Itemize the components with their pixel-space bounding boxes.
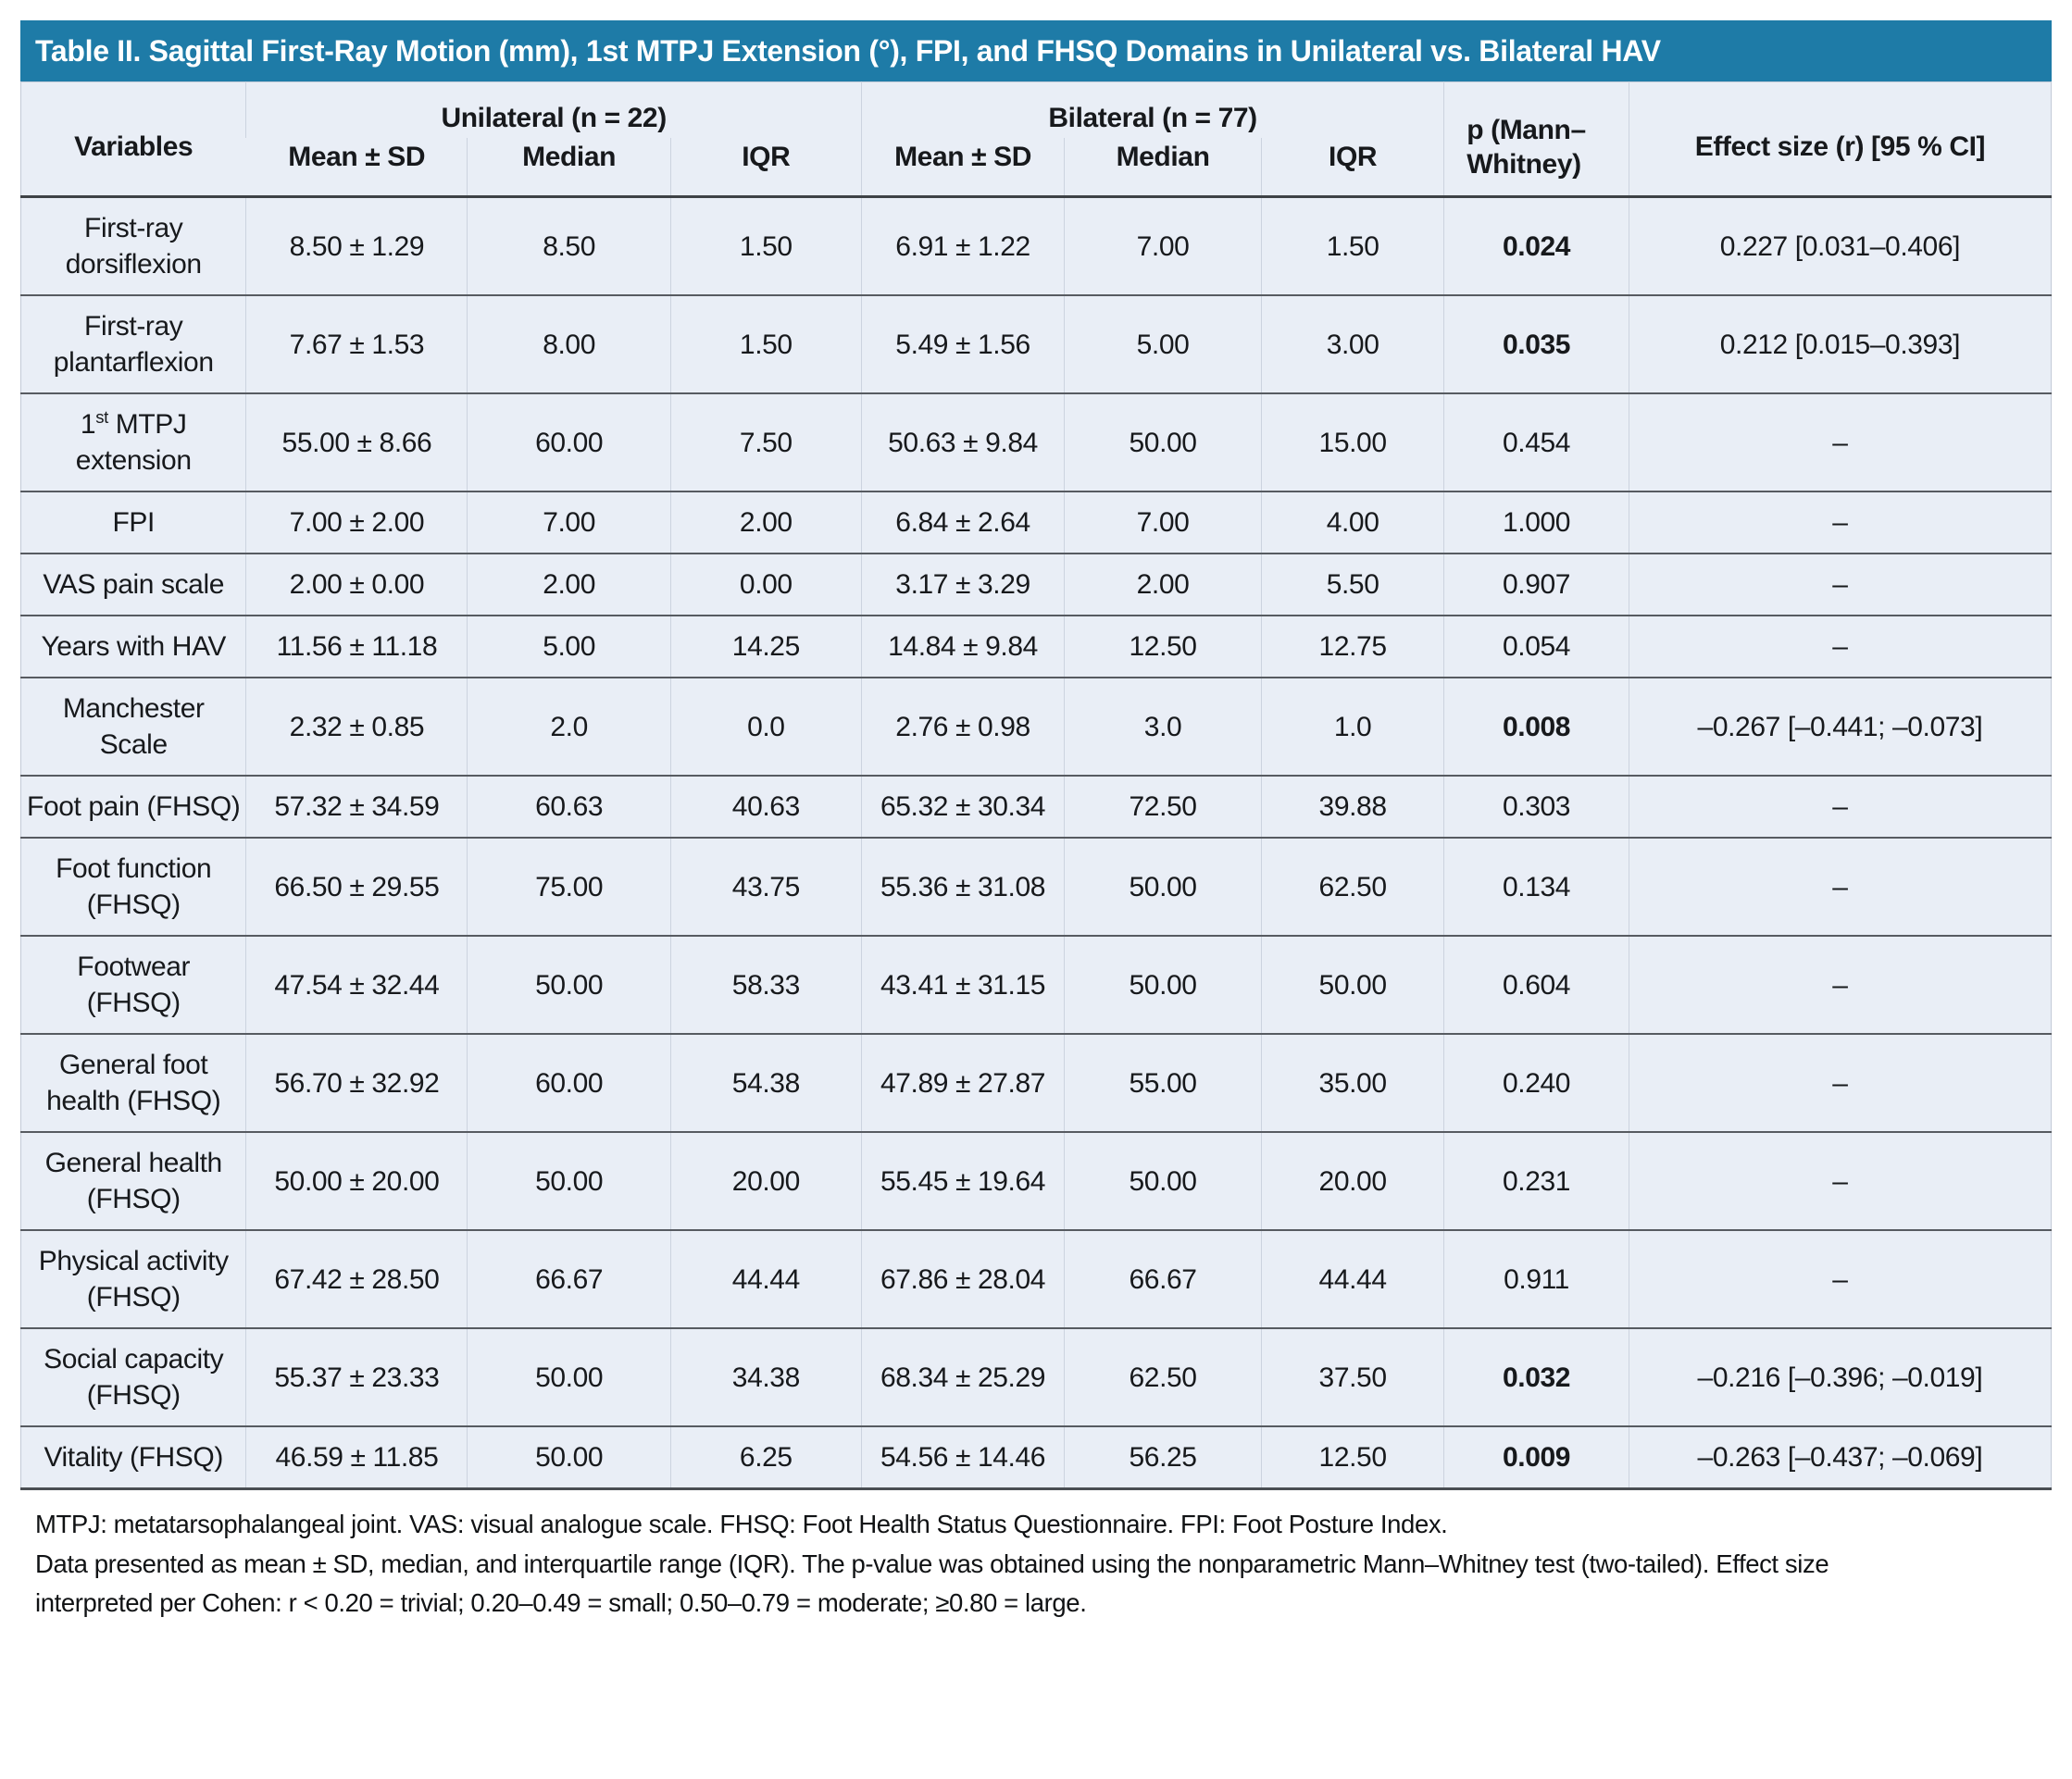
cell-effect-size: – bbox=[1629, 1132, 2051, 1230]
cell-unilateral-median: 8.00 bbox=[468, 295, 670, 393]
cell-effect-size: 0.227 [0.031–0.406] bbox=[1629, 197, 2051, 296]
cell-unilateral-iqr: 0.00 bbox=[670, 554, 861, 616]
cell-unilateral-iqr: 0.0 bbox=[670, 678, 861, 776]
column-header-effect-size: Effect size (r) [95 % CI] bbox=[1629, 82, 2051, 197]
cell-p-value: 0.008 bbox=[1444, 678, 1629, 776]
cell-bilateral-iqr: 37.50 bbox=[1261, 1328, 1443, 1426]
cell-unilateral-mean-sd: 55.00 ± 8.66 bbox=[246, 393, 468, 491]
cell-bilateral-mean-sd: 68.34 ± 25.29 bbox=[861, 1328, 1064, 1426]
cell-effect-size: – bbox=[1629, 1230, 2051, 1328]
cell-bilateral-mean-sd: 6.84 ± 2.64 bbox=[861, 491, 1064, 554]
row-variable-label: FPI bbox=[21, 491, 246, 554]
cell-unilateral-mean-sd: 50.00 ± 20.00 bbox=[246, 1132, 468, 1230]
cell-effect-size: – bbox=[1629, 1034, 2051, 1132]
cell-bilateral-iqr: 3.00 bbox=[1261, 295, 1443, 393]
cell-bilateral-median: 50.00 bbox=[1065, 1132, 1262, 1230]
subheader-unilateral-median: Median bbox=[468, 138, 670, 197]
subheader-bilateral-iqr: IQR bbox=[1261, 138, 1443, 197]
table-body bbox=[21, 197, 2052, 1489]
cell-bilateral-mean-sd: 2.76 ± 0.98 bbox=[861, 678, 1064, 776]
cell-bilateral-mean-sd: 3.17 ± 3.29 bbox=[861, 554, 1064, 616]
cell-effect-size: – bbox=[1629, 554, 2051, 616]
row-variable-label: Foot function (FHSQ) bbox=[21, 838, 246, 936]
footnote-line: interpreted per Cohen: r < 0.20 = trivial; 0.20–0.49 = small; 0.50–0.79 = moderate; ≥0.80 = large. bbox=[35, 1588, 1087, 1618]
cell-unilateral-mean-sd: 67.42 ± 28.50 bbox=[246, 1230, 468, 1328]
cell-bilateral-median: 2.00 bbox=[1065, 554, 1262, 616]
cell-unilateral-median: 2.00 bbox=[468, 554, 670, 616]
cell-unilateral-mean-sd: 8.50 ± 1.29 bbox=[246, 197, 468, 296]
cell-bilateral-mean-sd: 54.56 ± 14.46 bbox=[861, 1426, 1064, 1489]
cell-unilateral-mean-sd: 66.50 ± 29.55 bbox=[246, 838, 468, 936]
cell-bilateral-mean-sd: 67.86 ± 28.04 bbox=[861, 1230, 1064, 1328]
table-row bbox=[21, 616, 2052, 678]
cell-bilateral-mean-sd: 43.41 ± 31.15 bbox=[861, 936, 1064, 1034]
cell-p-value: 0.911 bbox=[1444, 1230, 1629, 1328]
cell-bilateral-iqr: 50.00 bbox=[1261, 936, 1443, 1034]
cell-bilateral-iqr: 20.00 bbox=[1261, 1132, 1443, 1230]
footnote-line: Data presented as mean ± SD, median, and interquartile range (IQR). The p-value was obtained using the nonparametric Mann–Whitney test (two-tailed). Effect size bbox=[35, 1549, 1829, 1578]
cell-bilateral-median: 12.50 bbox=[1065, 616, 1262, 678]
cell-effect-size: –0.216 [–0.396; –0.019] bbox=[1629, 1328, 2051, 1426]
cell-unilateral-median: 50.00 bbox=[468, 1328, 670, 1426]
cell-effect-size: – bbox=[1629, 393, 2051, 491]
cell-p-value: 0.240 bbox=[1444, 1034, 1629, 1132]
cell-bilateral-iqr: 1.50 bbox=[1261, 197, 1443, 296]
cell-bilateral-iqr: 12.50 bbox=[1261, 1426, 1443, 1489]
cell-bilateral-median: 50.00 bbox=[1065, 936, 1262, 1034]
cell-bilateral-iqr: 39.88 bbox=[1261, 776, 1443, 838]
cell-bilateral-mean-sd: 55.36 ± 31.08 bbox=[861, 838, 1064, 936]
row-variable-label: General foot health (FHSQ) bbox=[21, 1034, 246, 1132]
cell-bilateral-median: 7.00 bbox=[1065, 197, 1262, 296]
cell-p-value: 0.604 bbox=[1444, 936, 1629, 1034]
cell-p-value: 0.303 bbox=[1444, 776, 1629, 838]
cell-effect-size: –0.267 [–0.441; –0.073] bbox=[1629, 678, 2051, 776]
cell-bilateral-median: 50.00 bbox=[1065, 838, 1262, 936]
cell-bilateral-iqr: 5.50 bbox=[1261, 554, 1443, 616]
cell-effect-size: – bbox=[1629, 616, 2051, 678]
table-row bbox=[21, 393, 2052, 491]
subheader-bilateral-median: Median bbox=[1065, 138, 1262, 197]
cell-bilateral-median: 50.00 bbox=[1065, 393, 1262, 491]
group-header-bilateral: Bilateral (n = 77) bbox=[861, 82, 1443, 139]
table-row bbox=[21, 678, 2052, 776]
cell-unilateral-median: 60.00 bbox=[468, 1034, 670, 1132]
row-variable-label: VAS pain scale bbox=[21, 554, 246, 616]
cell-effect-size: –0.263 [–0.437; –0.069] bbox=[1629, 1426, 2051, 1489]
cell-bilateral-iqr: 15.00 bbox=[1261, 393, 1443, 491]
cell-bilateral-median: 7.00 bbox=[1065, 491, 1262, 554]
table-row bbox=[21, 838, 2052, 936]
cell-unilateral-median: 60.63 bbox=[468, 776, 670, 838]
cell-unilateral-mean-sd: 2.32 ± 0.85 bbox=[246, 678, 468, 776]
cell-unilateral-mean-sd: 46.59 ± 11.85 bbox=[246, 1426, 468, 1489]
cell-p-value: 0.054 bbox=[1444, 616, 1629, 678]
cell-p-value: 0.454 bbox=[1444, 393, 1629, 491]
cell-bilateral-iqr: 12.75 bbox=[1261, 616, 1443, 678]
cell-p-value: 0.032 bbox=[1444, 1328, 1629, 1426]
cell-bilateral-mean-sd: 65.32 ± 30.34 bbox=[861, 776, 1064, 838]
cell-bilateral-iqr: 62.50 bbox=[1261, 838, 1443, 936]
cell-p-value: 0.009 bbox=[1444, 1426, 1629, 1489]
cell-bilateral-mean-sd: 47.89 ± 27.87 bbox=[861, 1034, 1064, 1132]
table-row bbox=[21, 491, 2052, 554]
row-variable-label: Vitality (FHSQ) bbox=[21, 1426, 246, 1489]
cell-bilateral-median: 3.0 bbox=[1065, 678, 1262, 776]
cell-bilateral-median: 55.00 bbox=[1065, 1034, 1262, 1132]
cell-unilateral-median: 5.00 bbox=[468, 616, 670, 678]
cell-unilateral-median: 50.00 bbox=[468, 936, 670, 1034]
table-title: Table II. Sagittal First-Ray Motion (mm), 1st MTPJ Extension (°), FPI, and FHSQ Domains in Unilateral vs. Bilateral HAV bbox=[20, 20, 2052, 81]
table-figure bbox=[20, 20, 2052, 1623]
cell-bilateral-median: 5.00 bbox=[1065, 295, 1262, 393]
cell-effect-size: – bbox=[1629, 491, 2051, 554]
table-row bbox=[21, 1328, 2052, 1426]
cell-unilateral-iqr: 40.63 bbox=[670, 776, 861, 838]
footnote-line: MTPJ: metatarsophalangeal joint. VAS: visual analogue scale. FHSQ: Foot Health Status Questionnaire. FPI: Foot Posture Index. bbox=[35, 1510, 1448, 1538]
cell-p-value: 0.134 bbox=[1444, 838, 1629, 936]
table-row bbox=[21, 776, 2052, 838]
cell-unilateral-mean-sd: 7.00 ± 2.00 bbox=[246, 491, 468, 554]
cell-unilateral-iqr: 20.00 bbox=[670, 1132, 861, 1230]
cell-unilateral-iqr: 58.33 bbox=[670, 936, 861, 1034]
table-header bbox=[21, 82, 2052, 197]
table-row bbox=[21, 1426, 2052, 1489]
cell-unilateral-iqr: 44.44 bbox=[670, 1230, 861, 1328]
row-variable-label: First-ray plantarflexion bbox=[21, 295, 246, 393]
table-row bbox=[21, 1230, 2052, 1328]
cell-unilateral-iqr: 14.25 bbox=[670, 616, 861, 678]
cell-p-value: 1.000 bbox=[1444, 491, 1629, 554]
cell-unilateral-median: 50.00 bbox=[468, 1426, 670, 1489]
cell-bilateral-iqr: 44.44 bbox=[1261, 1230, 1443, 1328]
data-table bbox=[20, 81, 2052, 1490]
row-variable-label: Physical activity (FHSQ) bbox=[21, 1230, 246, 1328]
subheader-bilateral-mean-sd: Mean ± SD bbox=[861, 138, 1064, 197]
table-row bbox=[21, 1132, 2052, 1230]
row-variable-label: Social capacity (FHSQ) bbox=[21, 1328, 246, 1426]
cell-unilateral-median: 7.00 bbox=[468, 491, 670, 554]
cell-effect-size: – bbox=[1629, 936, 2051, 1034]
cell-effect-size: – bbox=[1629, 838, 2051, 936]
cell-unilateral-mean-sd: 55.37 ± 23.33 bbox=[246, 1328, 468, 1426]
cell-unilateral-mean-sd: 57.32 ± 34.59 bbox=[246, 776, 468, 838]
table-row bbox=[21, 1034, 2052, 1132]
row-variable-label: Foot pain (FHSQ) bbox=[21, 776, 246, 838]
cell-unilateral-mean-sd: 2.00 ± 0.00 bbox=[246, 554, 468, 616]
table-row bbox=[21, 554, 2052, 616]
cell-unilateral-iqr: 1.50 bbox=[670, 197, 861, 296]
cell-unilateral-iqr: 7.50 bbox=[670, 393, 861, 491]
cell-bilateral-iqr: 1.0 bbox=[1261, 678, 1443, 776]
cell-unilateral-mean-sd: 11.56 ± 11.18 bbox=[246, 616, 468, 678]
cell-bilateral-mean-sd: 6.91 ± 1.22 bbox=[861, 197, 1064, 296]
cell-bilateral-median: 66.67 bbox=[1065, 1230, 1262, 1328]
cell-bilateral-mean-sd: 55.45 ± 19.64 bbox=[861, 1132, 1064, 1230]
cell-effect-size: – bbox=[1629, 776, 2051, 838]
cell-unilateral-median: 75.00 bbox=[468, 838, 670, 936]
cell-unilateral-mean-sd: 47.54 ± 32.44 bbox=[246, 936, 468, 1034]
cell-unilateral-median: 60.00 bbox=[468, 393, 670, 491]
cell-bilateral-median: 72.50 bbox=[1065, 776, 1262, 838]
cell-unilateral-iqr: 34.38 bbox=[670, 1328, 861, 1426]
table-row bbox=[21, 936, 2052, 1034]
table-row bbox=[21, 295, 2052, 393]
cell-p-value: 0.024 bbox=[1444, 197, 1629, 296]
cell-unilateral-iqr: 54.38 bbox=[670, 1034, 861, 1132]
row-variable-label: General health (FHSQ) bbox=[21, 1132, 246, 1230]
cell-unilateral-median: 66.67 bbox=[468, 1230, 670, 1328]
row-variable-label: Footwear (FHSQ) bbox=[21, 936, 246, 1034]
cell-unilateral-iqr: 43.75 bbox=[670, 838, 861, 936]
cell-effect-size: 0.212 [0.015–0.393] bbox=[1629, 295, 2051, 393]
cell-p-value: 0.231 bbox=[1444, 1132, 1629, 1230]
cell-unilateral-iqr: 1.50 bbox=[670, 295, 861, 393]
column-header-variables: Variables bbox=[74, 131, 193, 162]
cell-unilateral-mean-sd: 56.70 ± 32.92 bbox=[246, 1034, 468, 1132]
column-header-p-value: p (Mann–Whitney) bbox=[1444, 82, 1629, 197]
subheader-unilateral-iqr: IQR bbox=[670, 138, 861, 197]
subheader-unilateral-mean-sd: Mean ± SD bbox=[288, 142, 426, 172]
cell-unilateral-median: 50.00 bbox=[468, 1132, 670, 1230]
row-variable-label: First-ray dorsiflexion bbox=[21, 197, 246, 296]
table-row bbox=[21, 197, 2052, 296]
cell-unilateral-median: 2.0 bbox=[468, 678, 670, 776]
cell-unilateral-iqr: 6.25 bbox=[670, 1426, 861, 1489]
row-variable-label: Manchester Scale bbox=[21, 678, 246, 776]
cell-p-value: 0.907 bbox=[1444, 554, 1629, 616]
row-variable-label: Years with HAV bbox=[21, 616, 246, 678]
cell-bilateral-iqr: 35.00 bbox=[1261, 1034, 1443, 1132]
cell-unilateral-median: 8.50 bbox=[468, 197, 670, 296]
row-variable-label: 1st MTPJ extension bbox=[21, 393, 246, 491]
table-footnotes bbox=[35, 1505, 2052, 1623]
cell-bilateral-median: 62.50 bbox=[1065, 1328, 1262, 1426]
cell-p-value: 0.035 bbox=[1444, 295, 1629, 393]
cell-bilateral-mean-sd: 14.84 ± 9.84 bbox=[861, 616, 1064, 678]
cell-unilateral-mean-sd: 7.67 ± 1.53 bbox=[246, 295, 468, 393]
cell-bilateral-mean-sd: 50.63 ± 9.84 bbox=[861, 393, 1064, 491]
group-header-unilateral: Unilateral (n = 22) bbox=[246, 82, 861, 139]
cell-unilateral-iqr: 2.00 bbox=[670, 491, 861, 554]
cell-bilateral-iqr: 4.00 bbox=[1261, 491, 1443, 554]
cell-bilateral-mean-sd: 5.49 ± 1.56 bbox=[861, 295, 1064, 393]
cell-bilateral-median: 56.25 bbox=[1065, 1426, 1262, 1489]
